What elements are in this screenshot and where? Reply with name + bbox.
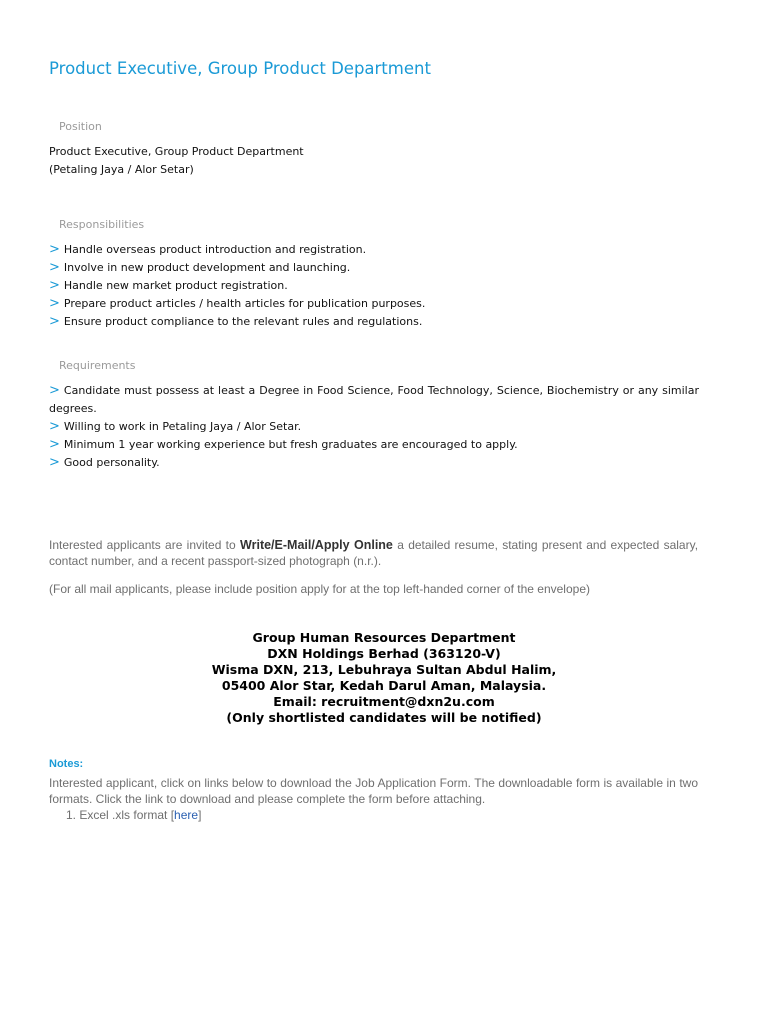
list-item-text: Ensure product compliance to the relevant rules and regulations.: [63, 315, 423, 328]
chevron-right-icon: >: [49, 278, 60, 293]
application-details: a detailed resume, stating present and expected salary, contact number, and a recent passport-sized photograph (n.r.).: [49, 538, 699, 568]
position-location-line: (Petaling Jaya / Alor Setar): [49, 163, 194, 176]
position-title-line: Product Executive, Group Product Department: [49, 145, 304, 158]
list-item-text: Willing to work in Petaling Jaya / Alor Setar.: [63, 420, 302, 433]
chevron-right-icon: >: [49, 296, 60, 311]
chevron-right-icon: >: [49, 437, 60, 452]
address-line: Group Human Resources Department: [252, 630, 516, 645]
chevron-right-icon: >: [49, 455, 60, 470]
notes-text: Interested applicant, click on links below to download the Job Application Form. The downloadable form is available in two formats. Click the link to download and please complete the form before attaching.: [49, 776, 698, 806]
chevron-right-icon: >: [49, 314, 60, 329]
position-label: Position: [59, 120, 102, 133]
list-item: [49, 241, 425, 259]
responsibilities-label: Responsibilities: [59, 218, 145, 231]
list-item-text: Handle new market product registration.: [63, 279, 288, 292]
list-item-text: Involve in new product development and launching.: [63, 261, 351, 274]
list-item: [49, 436, 699, 454]
address-line: Wisma DXN, 213, Lebuhraya Sultan Abdul Halim,: [211, 662, 557, 677]
application-instructions: [49, 537, 698, 569]
chevron-right-icon: >: [49, 242, 60, 257]
format-label: 1. Excel .xls format [: [66, 808, 175, 822]
download-format-item: [66, 808, 201, 822]
list-item-text: Minimum 1 year working experience but fresh graduates are encouraged to apply.: [63, 438, 518, 451]
list-item: [49, 382, 699, 418]
chevron-right-icon: >: [49, 383, 60, 398]
mail-applicant-note: (For all mail applicants, please include position apply for at the top left-handed corner of the envelope): [49, 582, 590, 596]
list-item-text: Handle overseas product introduction and registration.: [63, 243, 367, 256]
list-item-text: Good personality.: [63, 456, 160, 469]
requirements-list: [49, 382, 699, 472]
application-methods: Write/E-Mail/Apply Online: [240, 538, 393, 552]
requirements-label: Requirements: [59, 359, 136, 372]
list-item-text: Candidate must possess at least a Degree in Food Science, Food Technology, Science, Biochemistry or any similar degrees.: [49, 384, 699, 415]
chevron-right-icon: >: [49, 419, 60, 434]
format-bracket: ]: [198, 808, 202, 822]
chevron-right-icon: >: [49, 260, 60, 275]
address-line: DXN Holdings Berhad (363120-V): [267, 646, 501, 661]
application-intro: Interested applicants are invited to: [49, 538, 236, 552]
address-line: 05400 Alor Star, Kedah Darul Aman, Malaysia.: [221, 678, 547, 693]
page-title: Product Executive, Group Product Department: [49, 59, 431, 78]
list-item: [49, 277, 425, 295]
list-item: [49, 454, 699, 472]
responsibilities-list: [49, 241, 425, 331]
contact-email: Email: recruitment@dxn2u.com: [273, 694, 495, 709]
list-item: [49, 313, 425, 331]
list-item: [49, 418, 699, 436]
list-item: [49, 295, 425, 313]
list-item: [49, 259, 425, 277]
contact-address-block: [0, 630, 768, 726]
shortlist-note: (Only shortlisted candidates will be notified): [226, 710, 542, 725]
download-here-link[interactable]: here: [174, 808, 199, 822]
list-item-text: Prepare product articles / health articles for publication purposes.: [63, 297, 426, 310]
position-details: [49, 143, 304, 179]
notes-title: Notes:: [49, 758, 84, 770]
